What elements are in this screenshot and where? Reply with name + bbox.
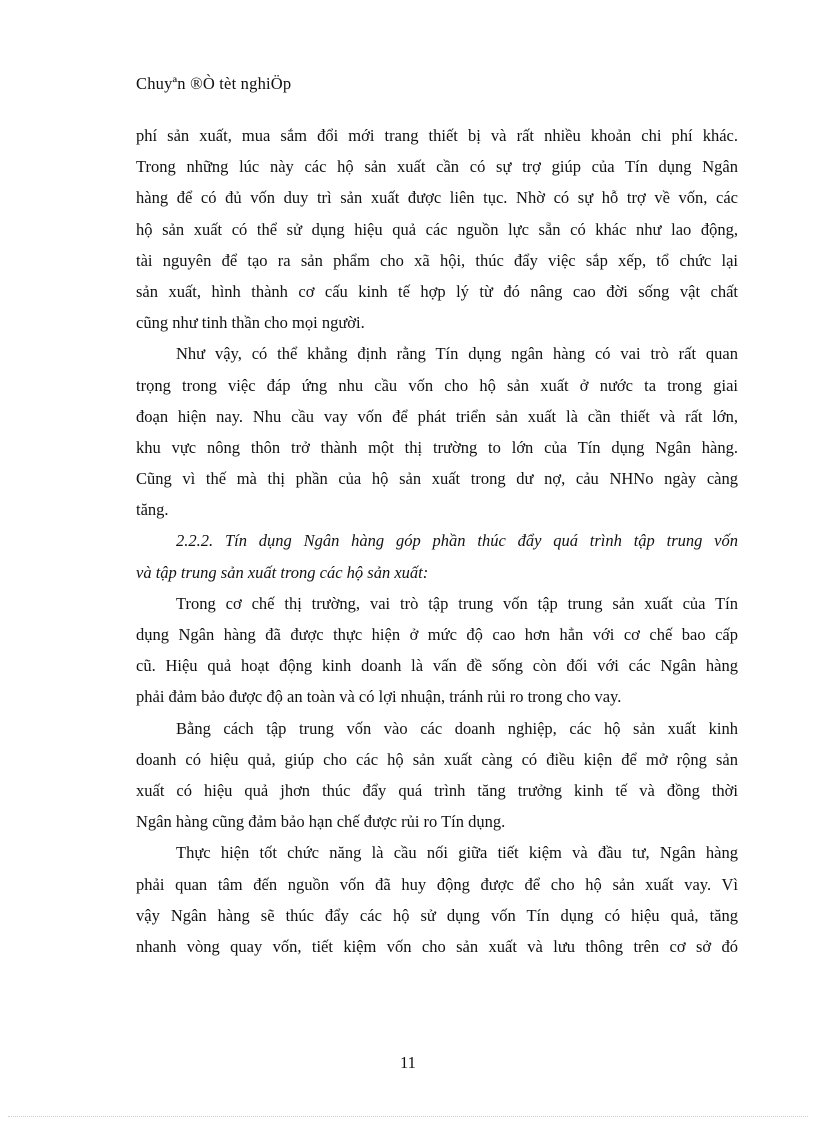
text-line: phí sản xuất, mua sắm đổi mới trang thiết bị và rất nhiều khoản chi phí khác. bbox=[136, 126, 738, 145]
body-text bbox=[136, 120, 738, 962]
text-line: Trong những lúc này các hộ sản xuất cần có sự trợ giúp của Tín dụng Ngân bbox=[136, 157, 738, 177]
running-header: Chuyªn ®Ò tèt nghiÖp bbox=[136, 74, 292, 93]
text-line: phải quan tâm đến nguồn vốn đã huy động được để cho hộ sản xuất vay. Vì bbox=[136, 874, 738, 894]
page-number: 11 bbox=[400, 1053, 416, 1072]
text-line: tăng. bbox=[136, 500, 169, 520]
text-line: đoạn hiện nay. Nhu cầu vay vốn để phát triển sản xuất là cần thiết và rất lớn, bbox=[136, 406, 738, 426]
text-line: Trong cơ chế thị trường, vai trò tập trung vốn tập trung sản xuất của Tín bbox=[176, 593, 738, 613]
section-heading: 2.2.2. Tín dụng Ngân hàng góp phần thúc đẩy quá trình tập trung vốn bbox=[176, 531, 738, 551]
text-line: Thực hiện tốt chức năng là cầu nối giữa tiết kiệm và đầu tư, Ngân hàng bbox=[176, 843, 738, 863]
text-line: hộ sản xuất có thể sử dụng hiệu quả các nguồn lực sẵn có khác như lao động, bbox=[136, 219, 738, 239]
page-bottom-divider bbox=[8, 1116, 808, 1117]
text-line: doanh có hiệu quả, giúp cho các hộ sản xuất càng có điều kiện để mở rộng sản bbox=[136, 749, 738, 769]
text-line: cũng như tinh thần cho mọi người. bbox=[136, 313, 365, 333]
text-line: trọng trong việc đáp ứng nhu cầu vốn cho hộ sản xuất ở nước ta trong giai bbox=[136, 375, 738, 395]
text-line: dụng Ngân hàng đã được thực hiện ở mức độ cao hơn hẳn với cơ chế bao cấp bbox=[136, 625, 738, 644]
text-line: cũ. Hiệu quả hoạt động kinh doanh là vấn đề sống còn đối với các Ngân hàng bbox=[136, 656, 738, 676]
text-line: phải đảm bảo được độ an toàn và có lợi nhuận, tránh rủi ro trong cho vay. bbox=[136, 687, 622, 707]
text-line: xuất có hiệu quả jhơn thúc đẩy quá trình tăng trưởng kinh tế và đồng thời bbox=[136, 780, 738, 800]
text-line: tài nguyên để tạo ra sản phẩm cho xã hội, thúc đẩy việc sắp xếp, tổ chức lại bbox=[136, 250, 738, 270]
text-line: Ngân hàng cũng đảm bảo hạn chế được rủi ro Tín dụng. bbox=[136, 812, 506, 832]
text-line: Cũng vì thế mà thị phần của hộ sản xuất trong dư nợ, cảu NHNo ngày càng bbox=[136, 469, 738, 489]
text-line: khu vực nông thôn trở thành một thị trường to lớn của Tín dụng Ngân hàng. bbox=[136, 437, 738, 457]
text-line: sản xuất, hình thành cơ cấu kinh tế hợp lý từ đó nâng cao đời sống vật chất bbox=[136, 281, 738, 301]
section-heading: và tập trung sản xuất trong các hộ sản xuất: bbox=[136, 562, 429, 582]
text-line: vậy Ngân hàng sẽ thúc đẩy các hộ sử dụng vốn Tín dụng có hiệu quả, tăng bbox=[136, 905, 738, 925]
text-line: Bằng cách tập trung vốn vào các doanh nghiệp, các hộ sản xuất kinh bbox=[176, 718, 738, 738]
text-line: nhanh vòng quay vốn, tiết kiệm vốn cho sản xuất và lưu thông trên cơ sở đó bbox=[136, 936, 738, 956]
text-line: hàng để có đủ vốn duy trì sản xuất được liên tục. Nhờ có sự hỗ trợ về vốn, các bbox=[136, 188, 738, 208]
text-line: Như vậy, có thể khẳng định rằng Tín dụng ngân hàng có vai trò rất quan bbox=[176, 344, 738, 364]
